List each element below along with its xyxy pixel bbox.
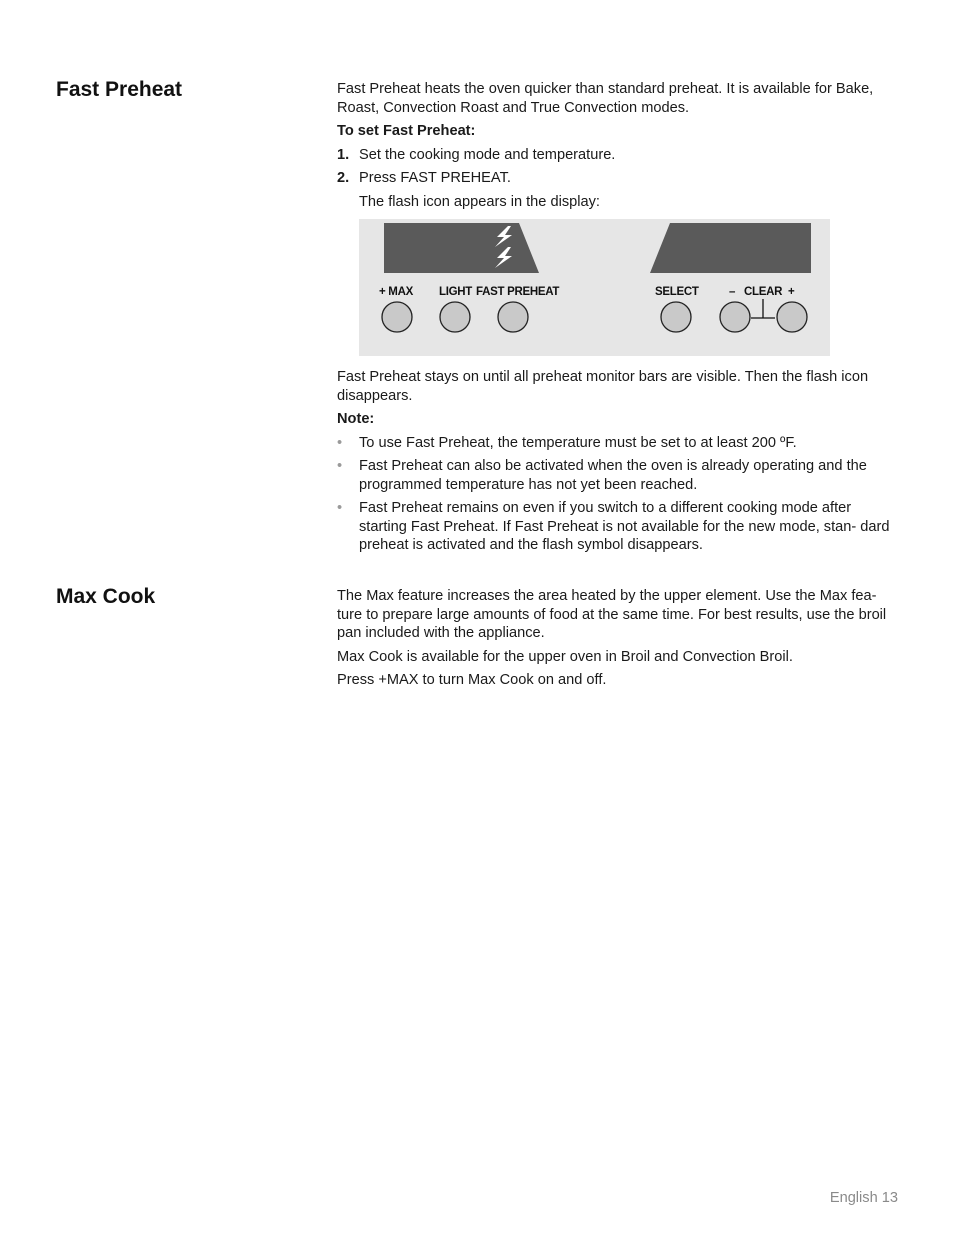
bullet-icon: •	[337, 458, 343, 474]
fast-preheat-after-text: Fast Preheat stays on until all preheat monitor bars are visible. Then the flash icon disappears.	[337, 369, 869, 404]
control-panel-illustration	[359, 219, 830, 356]
max-cook-paragraph: Press +MAX to turn Max Cook on and off.	[337, 672, 607, 688]
fast-preheat-content	[337, 80, 899, 560]
max-button[interactable]	[382, 302, 412, 332]
step-text: Press FAST PREHEAT.	[359, 170, 511, 186]
step-note: The flash icon appears in the display:	[359, 193, 600, 210]
section-heading-max-cook: Max Cook	[56, 585, 156, 608]
max-button-label: + MAX	[379, 286, 413, 298]
bullet-icon: •	[337, 500, 343, 516]
plus-button-label: +	[788, 286, 795, 298]
list-item	[337, 499, 899, 555]
max-cook-content	[337, 587, 899, 695]
plus-button[interactable]	[777, 302, 807, 332]
clear-button-label: CLEAR	[744, 286, 783, 298]
list-item	[337, 434, 899, 453]
note-text: Fast Preheat can also be activated when the oven is already operating and the programmed temperature has not yet been reached.	[359, 458, 867, 493]
note-text: To use Fast Preheat, the temperature must be set to at least 200 ºF.	[359, 434, 797, 451]
right-display	[650, 223, 811, 273]
bullet-icon: •	[337, 434, 343, 451]
left-display	[384, 223, 539, 273]
step-item	[337, 146, 899, 165]
step-number: 2.	[337, 170, 350, 186]
light-button[interactable]	[440, 302, 470, 332]
fast-preheat-intro: Fast Preheat heats the oven quicker than standard preheat. It is available for Bake, Roast, Convection Roast and True Convection modes.	[337, 81, 874, 116]
light-button-label: LIGHT	[439, 286, 472, 298]
step-number: 1.	[337, 146, 350, 163]
page-number: English 13	[829, 1190, 898, 1206]
max-cook-paragraph: Max Cook is available for the upper oven in Broil and Convection Broil.	[337, 648, 793, 665]
step-text: Set the cooking mode and temperature.	[359, 146, 616, 163]
fast-preheat-button-label: FAST PREHEAT	[476, 286, 560, 298]
step-item	[337, 169, 899, 188]
minus-button-label: –	[729, 286, 736, 298]
minus-button[interactable]	[720, 302, 750, 332]
max-cook-paragraph: The Max feature increases the area heated by the upper element. Use the Max fea- ture to prepare large amounts of food at the same time. For best results, use the broil pan included with the appliance.	[337, 588, 887, 641]
fast-preheat-button[interactable]	[498, 302, 528, 332]
select-button-label: SELECT	[655, 286, 699, 298]
set-fast-preheat-heading: To set Fast Preheat:	[337, 123, 476, 139]
note-text: Fast Preheat remains on even if you switch to a different cooking mode after starting Fast Preheat. If Fast Preheat is not available for the new mode, stan- dard preheat is activated and the flash symbol disappears.	[359, 500, 890, 553]
section-heading-fast-preheat: Fast Preheat	[56, 78, 183, 101]
clear-connector	[751, 299, 775, 318]
select-button[interactable]	[661, 302, 691, 332]
list-item	[337, 457, 899, 494]
note-heading: Note:	[337, 411, 375, 427]
